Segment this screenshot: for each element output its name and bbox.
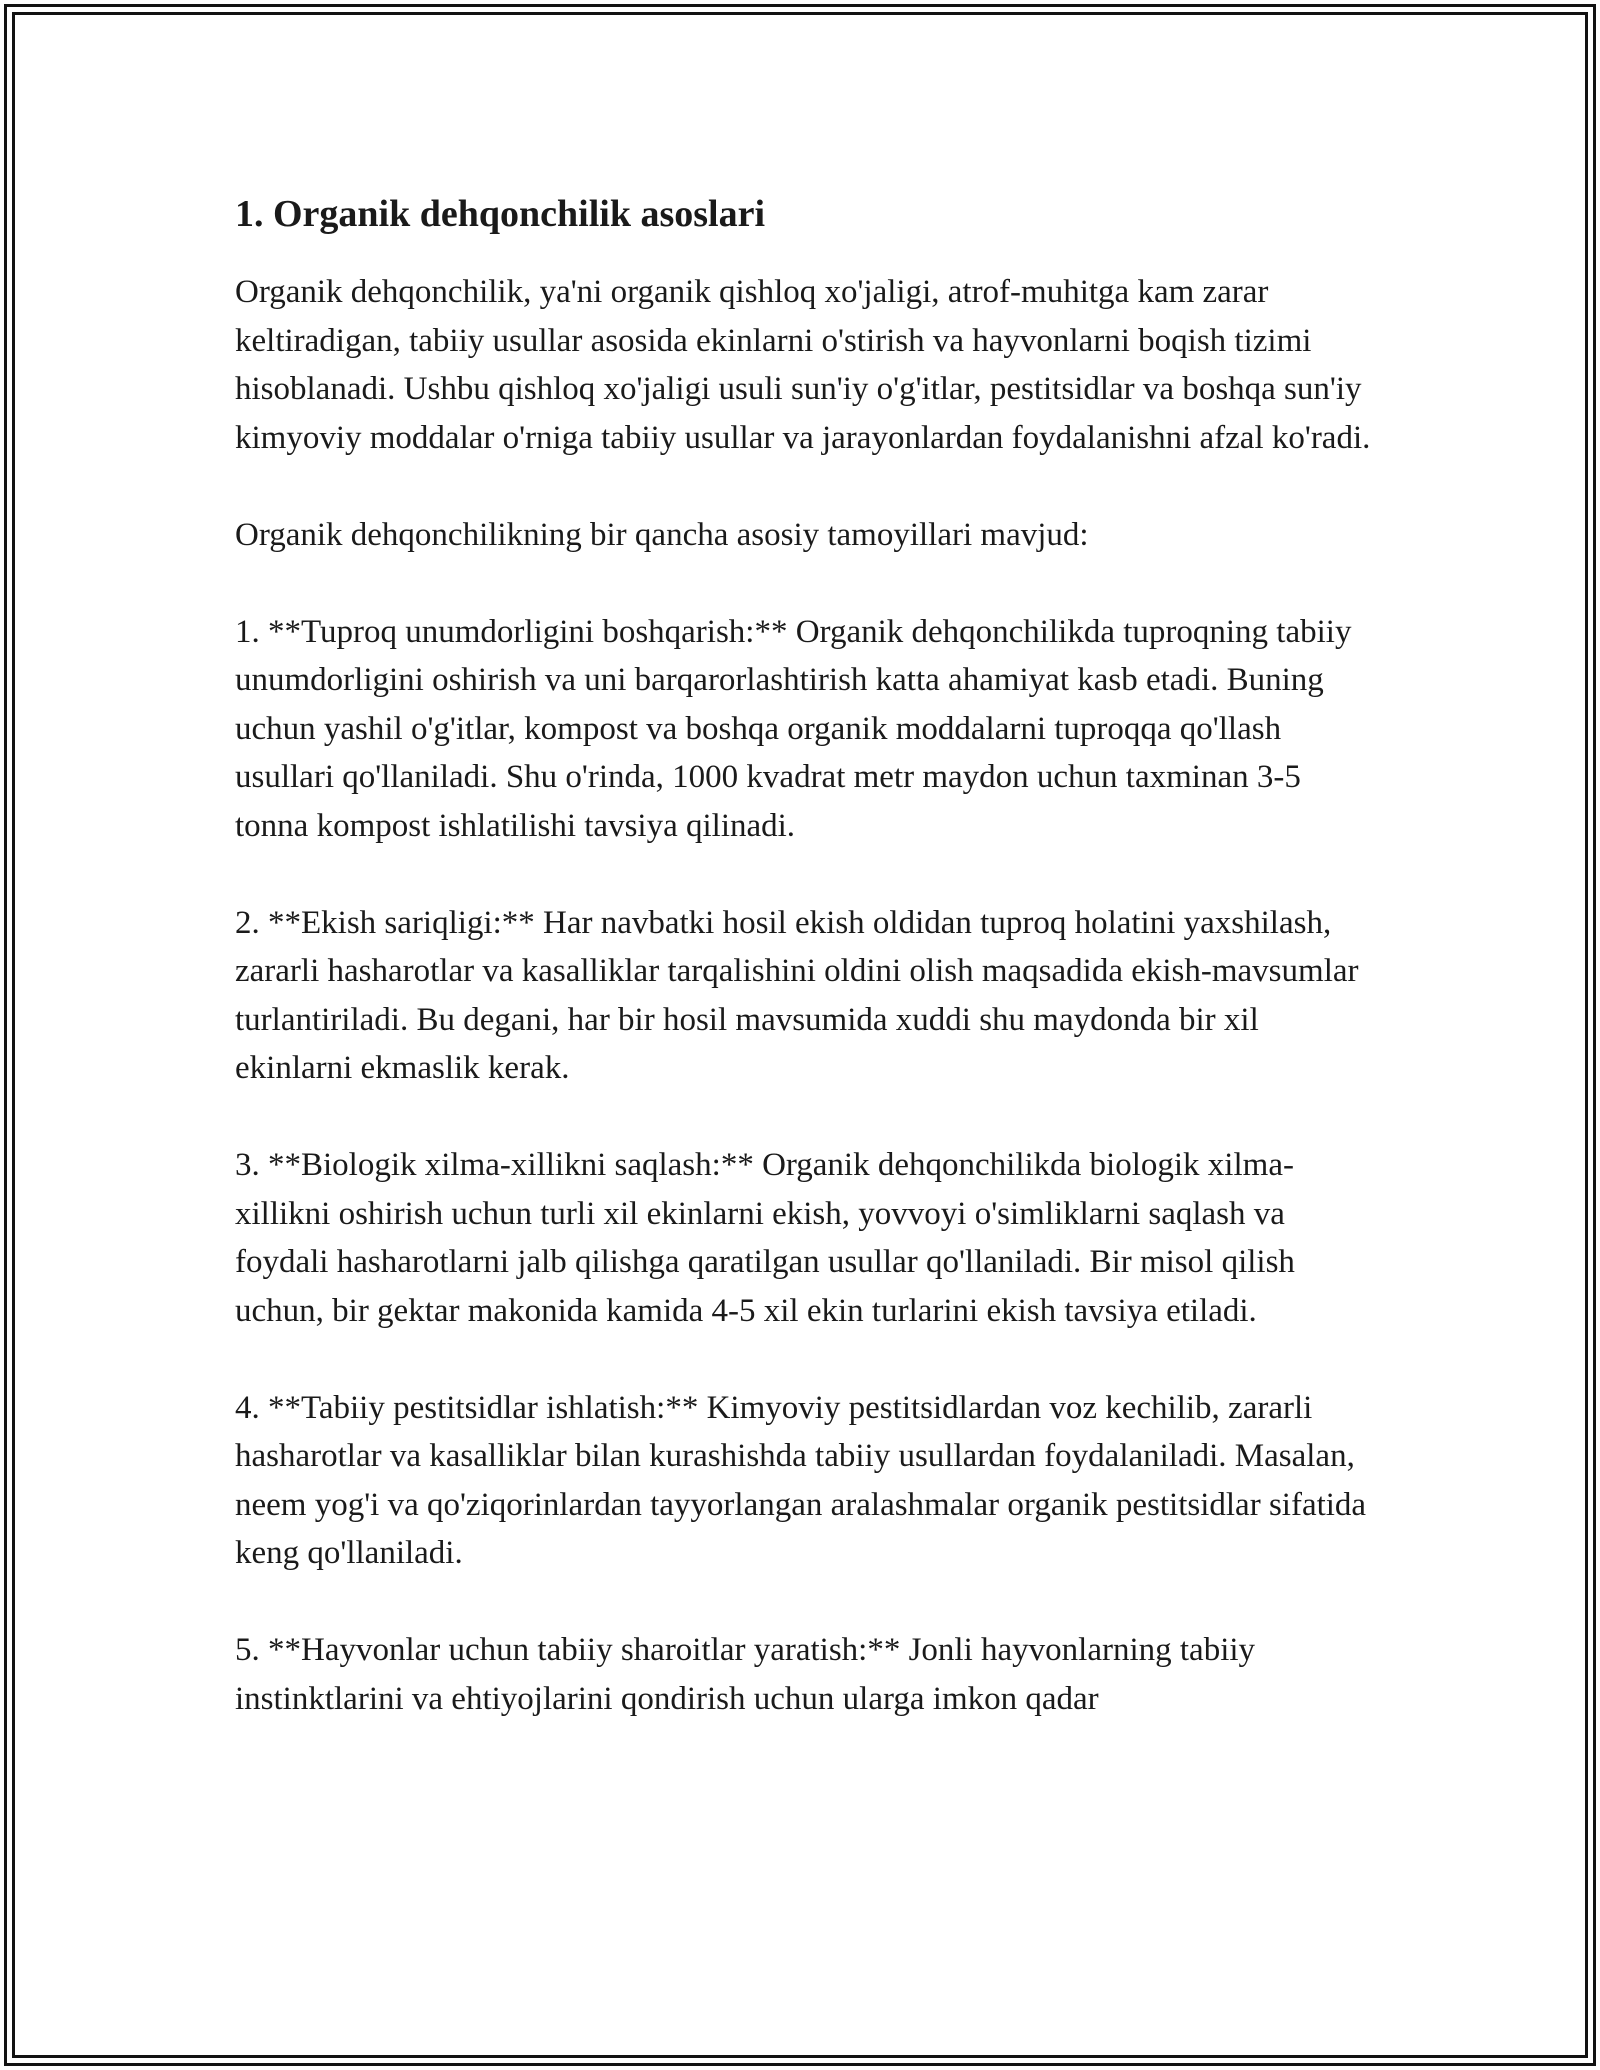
principle-natural-pesticides: 4. **Tabiiy pestitsidlar ishlatish:** Kimyoviy pestitsidlardan voz kechilib, zararli hasharotlar va kasalliklar bilan kurashishda tabiiy usullardan foydalaniladi. Masalan, neem yog'i va qo'ziqorinlardan tayyorlangan aralashmalar organik pestitsidlar sifatida keng qo'llaniladi. bbox=[235, 1389, 1367, 1571]
principle-biodiversity: 3. **Biologik xilma-xillikni saqlash:** Organik dehqonchilikda biologik xilma-xillikni oshirish uchun turli xil ekinlarni ekish, yovvoyi o'simliklarni saqlash va foydali hasharotlarni jalb qilishga qaratilgan usullar qo'llaniladi. Bir misol qilish uchun, bir gektar makonida kamida 4-5 xil ekin turlarini ekish tavsiya etiladi. bbox=[235, 1147, 1295, 1329]
section-title: 1. Organik dehqonchilik asoslari bbox=[235, 193, 766, 235]
principles-intro: Organik dehqonchilikning bir qancha asosiy tamoyillari mavjud: bbox=[235, 516, 1089, 553]
document-body bbox=[235, 188, 1375, 1772]
intro-paragraph: Organik dehqonchilik, ya'ni organik qishloq xo'jaligi, atrof-muhitga kam zarar keltiradigan, tabiiy usullar asosida ekinlarni o'stirish va hayvonlarni boqish tizimi hisoblanadi. Ushbu qishloq xo'jaligi usuli sun'iy o'g'itlar, pestitsidlar va boshqa sun'iy kimyoviy moddalar o'rniga tabiiy usullar va jarayonlardan foydalanishni afzal ko'radi. bbox=[235, 274, 1371, 456]
principle-animal-conditions: 5. **Hayvonlar uchun tabiiy sharoitlar yaratish:** Jonli hayvonlarning tabiiy instinktlarini va ehtiyojlarini qondirish uchun ularga imkon qadar bbox=[235, 1632, 1256, 1717]
principle-soil-fertility: 1. **Tuproq unumdorligini boshqarish:** Organik dehqonchilikda tuproqning tabiiy unumdorligini oshirish va uni barqarorlashtirish katta ahamiyat kasb etadi. Buning uchun yashil o'g'itlar, kompost va boshqa organik moddalarni tuproqqa qo'llash usullari qo'llaniladi. Shu o'rinda, 1000 kvadrat metr maydon uchun taxminan 3-5 tonna kompost ishlatilishi tavsiya qilinadi. bbox=[235, 613, 1352, 844]
principle-crop-rotation: 2. **Ekish sariqligi:** Har navbatki hosil ekish oldidan tuproq holatini yaxshilash, zararli hasharotlar va kasalliklar tarqalishini oldini olish maqsadida ekish-mavsumlar turlantiriladi. Bu degani, har bir hosil mavsumida xuddi shu maydonda bir xil ekinlarni ekmaslik kerak. bbox=[235, 904, 1359, 1086]
